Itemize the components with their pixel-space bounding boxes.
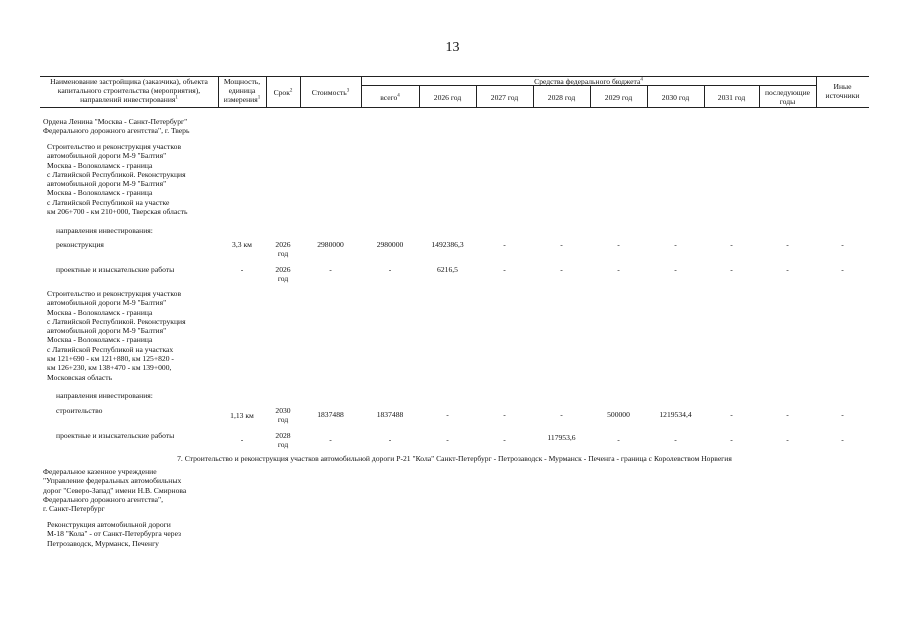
object-name: Строительство и реконструкция участков автомобильной дороги М-9 "Балтия" Москва - Волоколамск - граница с Латвийской Республикой. Реконструкция автомобильной дороги М-9 "Балтия" Москва - Волоколамск - граница с Латвийской Республикой на участке км 206+700 - км 210+000, Тверская область <box>47 142 188 217</box>
row-2031: - <box>730 240 733 249</box>
row-2028: - <box>560 240 563 249</box>
row-2026: 6216,5 <box>437 265 458 274</box>
row-cost: 2980000 <box>317 240 344 249</box>
customer-name: Федеральное казенное учреждение "Управление федеральных автомобильных дорог "Северо-Запад" имени Н.В. Смирнова Федерального дорожного агентства", г. Санкт-Петербург <box>43 467 187 514</box>
row-2026: - <box>446 435 449 444</box>
row-2030: - <box>674 435 677 444</box>
row-term: 2030 год <box>275 406 291 425</box>
header-2027: 2027 год <box>490 93 519 102</box>
row-total: 1837488 <box>376 410 404 419</box>
row-2026: 1492386,3 <box>431 240 464 249</box>
header-bottom-rule <box>40 107 869 108</box>
row-2031: - <box>730 265 733 274</box>
row-2027: - <box>503 240 506 249</box>
row-2027: - <box>503 410 506 419</box>
row-term: 2028 год <box>275 431 291 450</box>
row-other: - <box>841 410 844 419</box>
row-name: проектные и изыскательские работы <box>56 265 175 274</box>
row-capacity: 1,13 км <box>230 411 254 420</box>
header-total: всего$^4$ <box>380 93 400 102</box>
directions-label: направления инвестирования: <box>56 226 153 235</box>
header-other: Иные источники <box>825 82 860 100</box>
object-name: Строительство и реконструкция участков автомобильной дороги М-9 "Балтия" Москва - Волоколамск - граница с Латвийской Республикой. Реконструкция автомобильной дороги М-9 "Балтия" Москва - Волоколамск - граница с Латвийской Республикой на участках км 121+690 - км 121+880, км 125+820 - км 126+230, км 138+470 - км 139+000, Московская область <box>47 289 186 382</box>
row-2027: - <box>503 435 506 444</box>
row-2030: - <box>674 265 677 274</box>
row-2030: - <box>674 240 677 249</box>
row-other: - <box>841 435 844 444</box>
header-subsequent: последующие годы <box>764 88 811 106</box>
row-2031: - <box>730 435 733 444</box>
row-name: строительство <box>56 406 103 415</box>
header-2028: 2028 год <box>547 93 576 102</box>
directions-label: направления инвестирования: <box>56 391 153 400</box>
row-2026: - <box>446 410 449 419</box>
header-2031: 2031 год <box>717 93 746 102</box>
row-2029: - <box>617 240 620 249</box>
row-subsequent: - <box>786 410 789 419</box>
row-2029: - <box>617 435 620 444</box>
header-col-name: Наименование застройщика (заказчика), объекта капитального строительства (мероприятия), направлений инвестирования$^1$ <box>50 77 208 104</box>
row-subsequent: - <box>786 240 789 249</box>
row-total: - <box>388 265 392 274</box>
row-2031: - <box>730 410 733 419</box>
row-capacity: - <box>240 435 244 444</box>
row-2029: 500000 <box>607 410 630 419</box>
row-subsequent: - <box>786 265 789 274</box>
header-col-capacity: Мощность, единица измерения$^1$ <box>223 77 261 104</box>
row-capacity: 3,3 км <box>232 240 252 249</box>
row-2030: 1219534,4 <box>659 410 692 419</box>
row-name: проектные и изыскательские работы <box>56 431 175 440</box>
header-federal-budget: Средства федерального бюджета$^4$ <box>534 77 643 86</box>
row-2029: - <box>617 265 620 274</box>
row-term: 2026 год <box>275 240 291 259</box>
section-title: 7. Строительство и реконструкция участков автомобильной дороги Р-21 "Кола" Санкт-Петербург - Петрозаводск - Мурманск - Печенга - граница с Королевством Норвегия <box>177 454 732 463</box>
header-2029: 2029 год <box>604 93 633 102</box>
row-other: - <box>841 240 844 249</box>
row-term: 2026 год <box>275 265 291 284</box>
row-cost: - <box>329 265 332 274</box>
header-2030: 2030 год <box>661 93 690 102</box>
row-total: - <box>388 435 392 444</box>
row-cost: 1837488 <box>317 410 344 419</box>
header-col-cost: Стоимость$^3$ <box>311 88 350 97</box>
row-other: - <box>841 265 844 274</box>
row-2028: 117953,6 <box>547 433 576 442</box>
row-total: 2980000 <box>376 240 404 249</box>
row-name: реконструкция <box>56 240 104 249</box>
row-capacity: - <box>240 265 244 274</box>
row-cost: - <box>329 435 332 444</box>
row-2027: - <box>503 265 506 274</box>
page-number: 13 <box>445 40 460 55</box>
object-name: Реконструкция автомобильной дороги М-18 "Кола" - от Санкт-Петербурга через Петрозаводск, Мурманск, Печенгу <box>47 520 182 548</box>
row-2028: - <box>560 410 563 419</box>
row-subsequent: - <box>786 435 789 444</box>
row-2028: - <box>560 265 563 274</box>
customer-name: Ордена Ленина "Москва - Санкт-Петербург" Федерального дорожного агентства", г. Тверь <box>43 117 190 136</box>
header-col-term: Срок$^2$ <box>273 88 293 97</box>
header-2026: 2026 год <box>433 93 462 102</box>
